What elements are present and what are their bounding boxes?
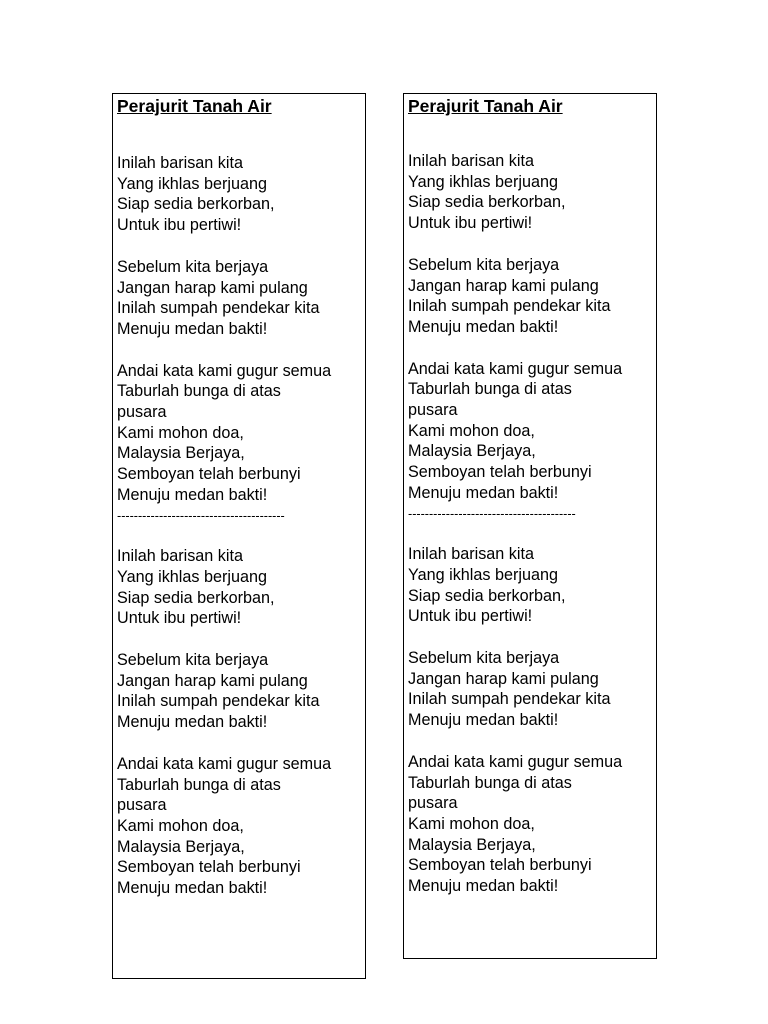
song-title: Perajurit Tanah Air bbox=[117, 96, 272, 116]
verse-3: Andai kata kami gugur semua Taburlah bunga di atas pusara Kami mohon doa, Malaysia Berjaya, Semboyan telah berbunyi Menuju medan bakti! bbox=[408, 359, 623, 502]
lyrics-content bbox=[408, 94, 654, 897]
verse-3: Andai kata kami gugur semua Taburlah bunga di atas pusara Kami mohon doa, Malaysia Berjaya, Semboyan telah berbunyi Menuju medan bakti! bbox=[117, 361, 332, 504]
verse-2: Sebelum kita berjaya Jangan harap kami pulang Inilah sumpah pendekar kita Menuju medan bakti! bbox=[408, 255, 611, 336]
lyrics-card-left bbox=[112, 93, 366, 979]
verse-1: Inilah barisan kita Yang ikhlas berjuang Siap sedia berkorban, Untuk ibu pertiwi! bbox=[117, 154, 275, 235]
divider-line: ---------------------------------------- bbox=[408, 506, 576, 521]
verse-1-repeat: Inilah barisan kita Yang ikhlas berjuang Siap sedia berkorban, Untuk ibu pertiwi! bbox=[408, 545, 566, 626]
lyrics-card-right bbox=[403, 93, 657, 959]
verse-2-repeat: Sebelum kita berjaya Jangan harap kami pulang Inilah sumpah pendekar kita Menuju medan bakti! bbox=[408, 649, 611, 730]
verse-2-repeat: Sebelum kita berjaya Jangan harap kami pulang Inilah sumpah pendekar kita Menuju medan bakti! bbox=[117, 651, 320, 732]
lyrics-content bbox=[117, 94, 363, 899]
divider-line: ---------------------------------------- bbox=[117, 508, 285, 523]
verse-1-repeat: Inilah barisan kita Yang ikhlas berjuang Siap sedia berkorban, Untuk ibu pertiwi! bbox=[117, 547, 275, 628]
verse-3-repeat: Andai kata kami gugur semua Taburlah bunga di atas pusara Kami mohon doa, Malaysia Berjaya, Semboyan telah berbunyi Menuju medan bakti! bbox=[408, 752, 623, 896]
song-title: Perajurit Tanah Air bbox=[408, 96, 563, 116]
verse-2: Sebelum kita berjaya Jangan harap kami pulang Inilah sumpah pendekar kita Menuju medan bakti! bbox=[117, 257, 320, 338]
verse-1: Inilah barisan kita Yang ikhlas berjuang Siap sedia berkorban, Untuk ibu pertiwi! bbox=[408, 152, 566, 233]
verse-3-repeat: Andai kata kami gugur semua Taburlah bunga di atas pusara Kami mohon doa, Malaysia Berjaya, Semboyan telah berbunyi Menuju medan bakti! bbox=[117, 754, 332, 898]
